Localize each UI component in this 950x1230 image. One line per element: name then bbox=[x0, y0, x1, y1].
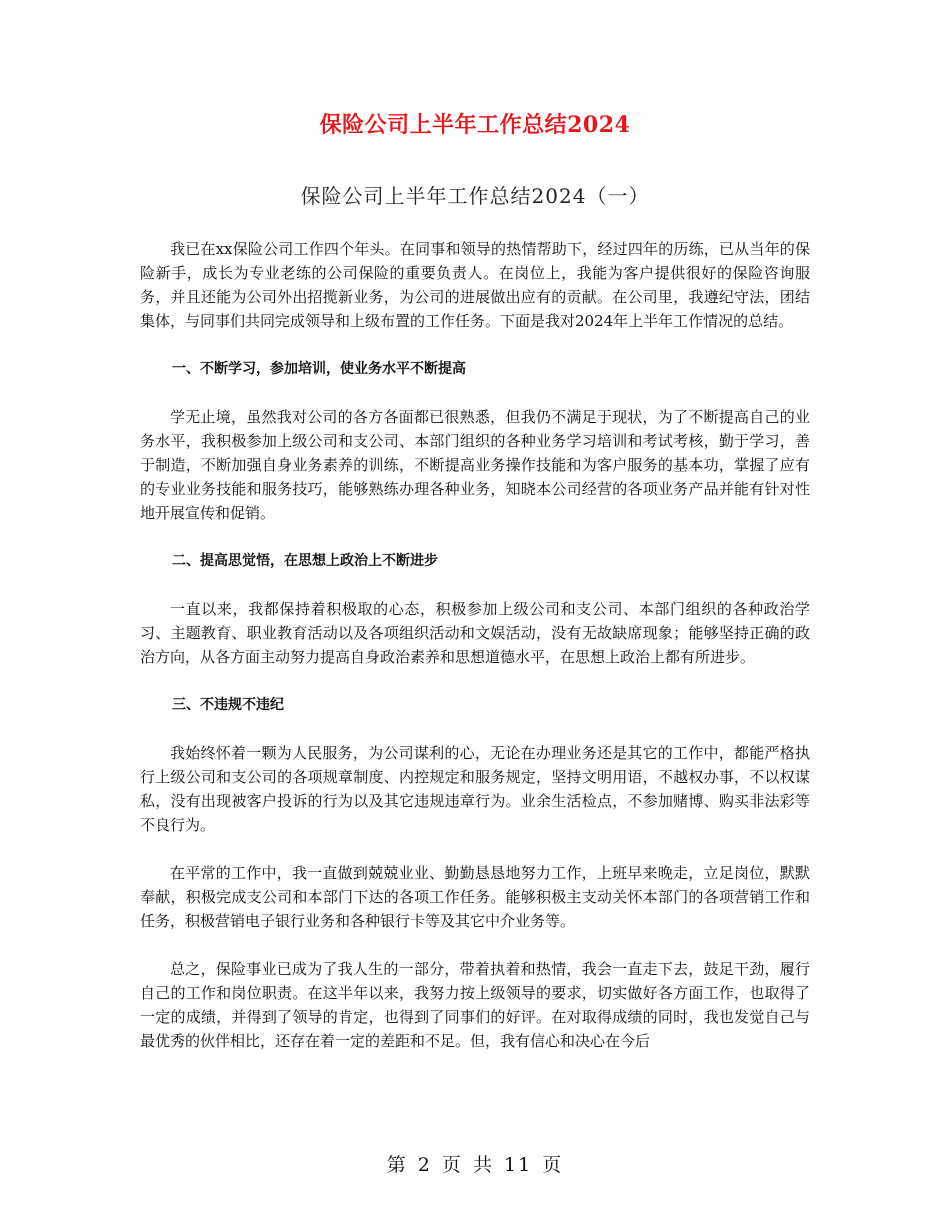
paragraph-politics: 一直以来，我都保持着积极取的心态，积极参加上级公司和支公司、本部门组织的各种政治学习、主题教育、职业教育活动以及各项组织活动和文娱活动，没有无故缺席现象；能够坚持正确的政治方向，从各方面主动努力提高自身政治素养和思想道德水平，在思想上政治上都有所进步。 bbox=[140, 600, 810, 666]
section-heading-2: 二、提高思觉悟，在思想上政治上不断进步 bbox=[172, 553, 438, 569]
paragraph-intro: 我已在xx保险公司工作四个年头。在同事和领导的热情帮助下，经过四年的历练，已从当年的保险新手，成长为专业老练的公司保险的重要负责人。在岗位上，我能为客户提供很好的保险咨询服务，并且还能为公司外出招揽新业务，为公司的进展做出应有的贡献。在公司里，我遵纪守法，团结集体，与同事们共同完成领导和上级布置的工作任务。下面是我对2024年上半年工作情况的总结。 bbox=[140, 240, 810, 330]
paragraph-daily-work: 在平常的工作中，我一直做到兢兢业业、勤勤恳恳地努力工作，上班早来晚走，立足岗位，默默奉献，积极完成支公司和本部门下达的各项工作任务。能够积极主支动关怀本部门的各项营销工作和任务，积极营销电子银行业务和各种银行卡等及其它中介业务等。 bbox=[140, 864, 810, 930]
paragraph-study: 学无止境，虽然我对公司的各方各面都已很熟悉，但我仍不满足于现状，为了不断提高自己的业务水平，我积极参加上级公司和支公司、本部门组织的各种业务学习培训和考试考核，勤于学习，善于制造，不断加强自身业务素养的训练，不断提高业务操作技能和为客户服务的基本功，掌握了应有的专业业务技能和服务技巧，能够熟练办理各种业务，知晓本公司经营的各项业务产品并能有针对性地开展宣传和促销。 bbox=[140, 408, 810, 522]
paragraph-conclusion: 总之，保险事业已成为了我人生的一部分，带着执着和热情，我会一直走下去，鼓足干劲，履行自己的工作和岗位职责。在这半年以来，我努力按上级领导的要求，切实做好各方面工作，也取得了一定的成绩，并得到了领导的肯定，也得到了同事们的好评。在对取得成绩的同时，我也发觉自己与最优秀的伙伴相比，还存在着一定的差距和不足。但，我有信心和决心在今后 bbox=[140, 960, 810, 1050]
document-subtitle: 保险公司上半年工作总结2024（一） bbox=[300, 184, 650, 208]
page-number: 第 2 页 共 11 页 bbox=[386, 1154, 564, 1176]
section-heading-3: 三、不违规不违纪 bbox=[172, 697, 284, 713]
document-title: 保险公司上半年工作总结2024 bbox=[319, 112, 631, 138]
section-heading-1: 一、不断学习，参加培训，使业务水平不断提高 bbox=[172, 361, 466, 377]
document-body bbox=[140, 237, 810, 1077]
paragraph-discipline: 我始终怀着一颗为人民服务，为公司谋利的心，无论在办理业务还是其它的工作中，都能严格执行上级公司和支公司的各项规章制度、内控规定和服务规定，坚持文明用语，不越权办事，不以权谋私，没有出现被客户投诉的行为以及其它违规违章行为。业余生活检点，不参加赌博、购买非法彩等不良行为。 bbox=[140, 744, 810, 834]
